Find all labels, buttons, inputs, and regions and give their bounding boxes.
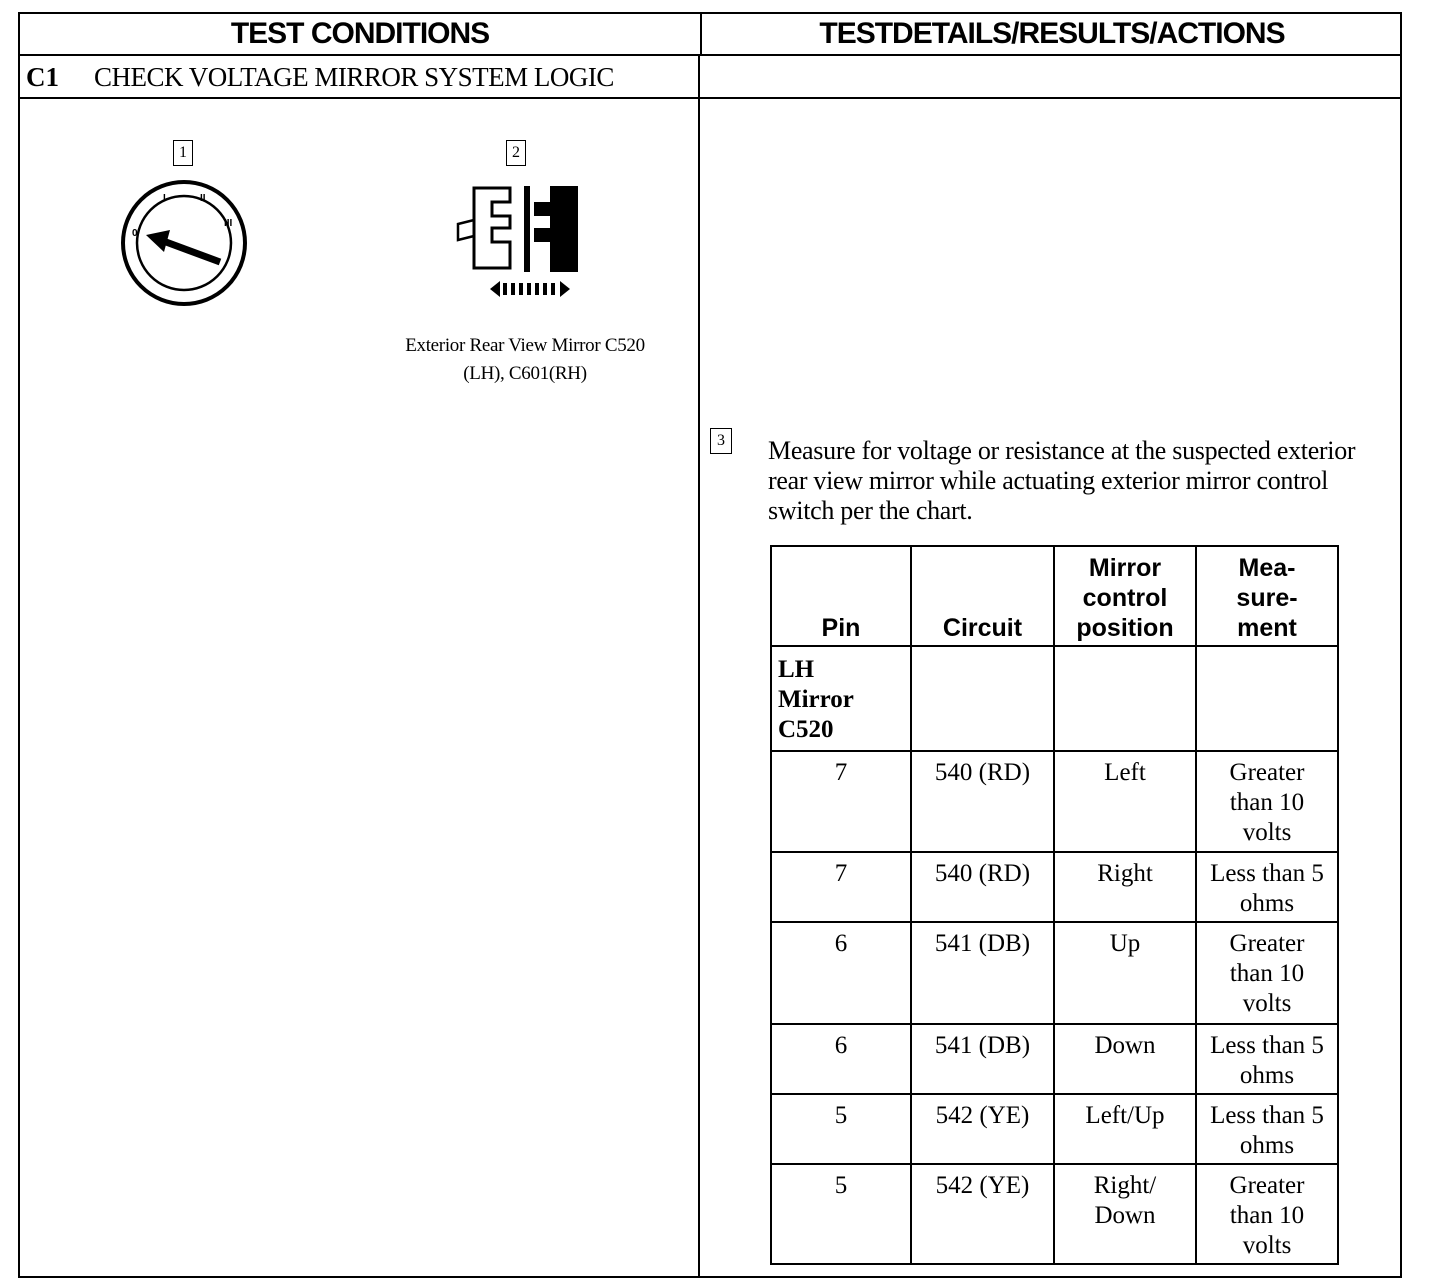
ignition-switch-icon xyxy=(116,178,252,308)
header-circuit: Circuit xyxy=(911,546,1054,646)
table-row xyxy=(771,852,1338,922)
test-conditions-header: TEST CONDITIONS xyxy=(20,14,702,56)
cell-pin: 5 xyxy=(771,1094,911,1164)
empty-cell xyxy=(1196,646,1338,751)
cell-measurement: Greater than 10 volts xyxy=(1196,751,1338,852)
cell-pin: 5 xyxy=(771,1164,911,1264)
cell-measurement: Greater than 10 volts xyxy=(1196,1164,1338,1264)
group-label: LH Mirror C520 xyxy=(771,646,911,751)
ignition-mark-1: I xyxy=(163,193,166,204)
cell-circuit: 540 (RD) xyxy=(911,852,1054,922)
table-row xyxy=(771,922,1338,1024)
cell-pin: 7 xyxy=(771,852,911,922)
figure-2-number: 2 xyxy=(506,140,526,166)
table-row xyxy=(771,1094,1338,1164)
empty-cell xyxy=(911,646,1054,751)
measurement-chart xyxy=(770,545,1339,1265)
header-measurement: Mea-sure-ment xyxy=(1196,546,1338,646)
step-title: CHECK VOLTAGE MIRROR SYSTEM LOGIC xyxy=(94,62,614,92)
ignition-mark-2: II xyxy=(200,193,206,204)
cell-measurement: Less than 5 ohms xyxy=(1196,1024,1338,1094)
instruction-text: Measure for voltage or resistance at the suspected exterior rear view mirror while actuating exterior mirror control switch per the chart. xyxy=(768,436,1356,525)
header-position: Mirror control position xyxy=(1054,546,1196,646)
row-divider xyxy=(698,56,700,99)
header-pin: Pin xyxy=(771,546,911,646)
instruction-number: 3 xyxy=(710,428,732,454)
cell-pin: 6 xyxy=(771,1024,911,1094)
cell-position: Up xyxy=(1054,922,1196,1024)
figure-1-number: 1 xyxy=(173,140,193,166)
table-row xyxy=(771,1024,1338,1094)
cell-position: Right/ Down xyxy=(1054,1164,1196,1264)
connector-caption-line2: (LH), C601(RH) xyxy=(463,363,587,384)
cell-position: Right xyxy=(1054,852,1196,922)
ignition-mark-3: III xyxy=(224,218,233,229)
cell-position: Left/Up xyxy=(1054,1094,1196,1164)
cell-circuit: 542 (YE) xyxy=(911,1094,1054,1164)
ignition-mark-off: 0 xyxy=(132,228,138,239)
connector-caption-line1: Exterior Rear View Mirror C520 xyxy=(405,335,645,356)
cell-position: Left xyxy=(1054,751,1196,852)
table-row xyxy=(771,751,1338,852)
cell-circuit: 541 (DB) xyxy=(911,922,1054,1024)
cell-circuit: 541 (DB) xyxy=(911,1024,1054,1094)
procedure-sheet xyxy=(18,12,1402,1278)
cell-circuit: 542 (YE) xyxy=(911,1164,1054,1264)
cell-circuit: 540 (RD) xyxy=(911,751,1054,852)
column-divider xyxy=(698,99,700,1278)
cell-measurement: Greater than 10 volts xyxy=(1196,922,1338,1024)
table-row xyxy=(771,1164,1338,1264)
connector-caption xyxy=(370,332,680,388)
step-id: C1 xyxy=(26,62,59,92)
cell-pin: 7 xyxy=(771,751,911,852)
cell-measurement: Less than 5 ohms xyxy=(1196,852,1338,922)
step-title-row xyxy=(20,56,1400,99)
cell-pin: 6 xyxy=(771,922,911,1024)
connector-icon xyxy=(450,180,586,304)
cell-position: Down xyxy=(1054,1024,1196,1094)
test-details-header: TESTDETAILS/RESULTS/ACTIONS xyxy=(702,14,1402,56)
cell-measurement: Less than 5 ohms xyxy=(1196,1094,1338,1164)
empty-cell xyxy=(1054,646,1196,751)
